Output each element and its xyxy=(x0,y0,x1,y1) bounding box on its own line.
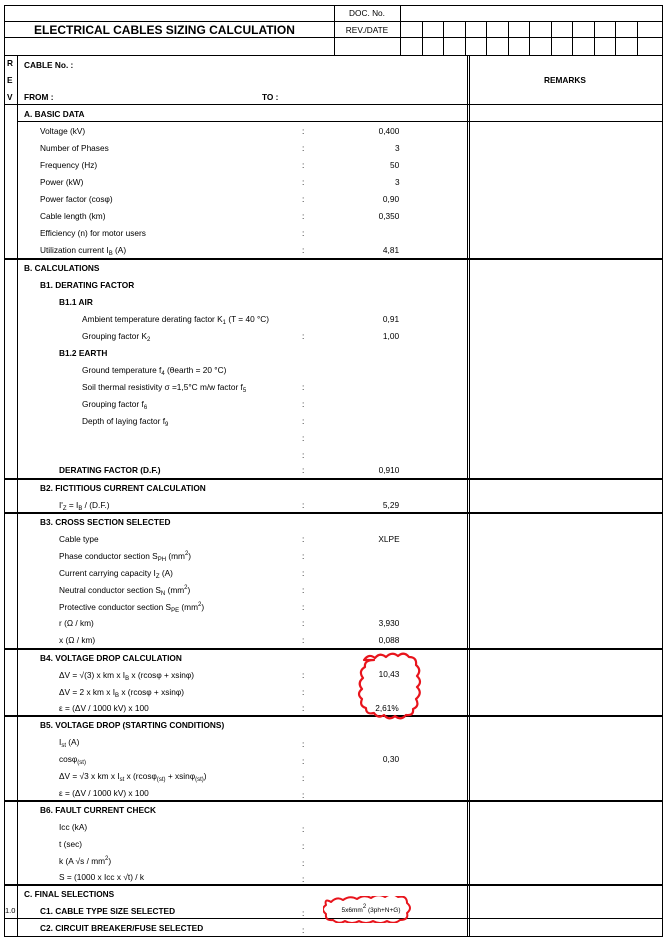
colon: : xyxy=(302,739,305,749)
section-c-heading: C. FINAL SELECTIONS xyxy=(24,889,115,899)
cable-type-label: Cable type xyxy=(59,534,99,544)
section-b6-heading: B6. FAULT CURRENT CHECK xyxy=(40,805,157,815)
k1-value: 0,91 xyxy=(382,314,400,324)
f4-label: Ground temperature $f_4$ (θearth = 20 °C) xyxy=(82,365,227,377)
derating-factor-label: DERATING FACTOR (D.F.) xyxy=(59,465,161,475)
colon: : xyxy=(302,177,305,187)
section-c2-heading: C2. CIRCUIT BREAKER/FUSE SELECTED xyxy=(40,923,204,933)
sheet-title: ELECTRICAL CABLES SIZING CALCULATION xyxy=(34,23,295,37)
utilization-current-label: Utilization current $I_B$ (A) xyxy=(40,245,127,257)
section-b2-heading: B2. FICTITIOUS CURRENT CALCULATION xyxy=(40,483,206,493)
colon: : xyxy=(302,160,305,170)
fictitious-current-value: 5,29 xyxy=(382,500,400,510)
section-b3-heading: B3. CROSS SECTION SELECTED xyxy=(40,517,171,527)
resistance-value: 3,930 xyxy=(378,618,400,628)
utilization-current-value: 4,81 xyxy=(382,245,400,255)
resistance-label: r (Ω / km) xyxy=(59,618,94,628)
section-formula-label: S = (1000 x Icc x √t) / k xyxy=(59,872,145,882)
starting-current-label: $I_{st}$ (A) xyxy=(59,737,80,749)
fictitious-current-label: $I'_Z = I_B / (D.F.)$ xyxy=(59,500,110,512)
section-b12-heading: B1.2 EARTH xyxy=(59,348,108,358)
colon: : xyxy=(302,450,305,460)
power-value: 3 xyxy=(395,177,400,187)
rev-c1: 1.0 xyxy=(5,906,16,915)
reactance-value: 0,088 xyxy=(378,635,400,645)
section-c1-heading: C1. CABLE TYPE SIZE SELECTED xyxy=(40,906,176,916)
voltage-label: Voltage (kV) xyxy=(40,126,86,136)
colon: : xyxy=(302,433,305,443)
section-a-heading: A. BASIC DATA xyxy=(24,109,85,119)
cable-no-label: CABLE No. : xyxy=(24,60,74,70)
colon: : xyxy=(302,534,305,544)
remarks-label: REMARKS xyxy=(544,75,586,85)
section-b5-heading: B5. VOLTAGE DROP (STARTING CONDITIONS) xyxy=(40,720,225,730)
colon: : xyxy=(302,194,305,204)
colon: : xyxy=(302,228,305,238)
colon: : xyxy=(302,874,305,884)
section-b11-heading: B1.1 AIR xyxy=(59,297,93,307)
k2-value: 1,00 xyxy=(382,331,400,341)
icc-label: Icc (kA) xyxy=(59,822,88,832)
colon: : xyxy=(302,756,305,766)
rev-letter-r: R xyxy=(7,58,13,68)
protective-section-label: Protective conductor section $S_{PE}$ $(mm^2)$ xyxy=(59,602,205,614)
colon: : xyxy=(302,585,305,595)
rev-date-label: REV./DATE xyxy=(345,25,389,35)
reactance-label: x (Ω / km) xyxy=(59,635,96,645)
f6-label: Grouping factor $f_6$ xyxy=(82,399,148,411)
colon: : xyxy=(302,858,305,868)
frequency-label: Frequency (Hz) xyxy=(40,160,98,170)
colon: : xyxy=(302,382,305,392)
section-b1-heading: B1. DERATING FACTOR xyxy=(40,280,135,290)
colon: : xyxy=(302,568,305,578)
phases-value: 3 xyxy=(395,143,400,153)
power-factor-value: 0,90 xyxy=(382,194,400,204)
power-factor-label: Power factor (cosφ) xyxy=(40,194,113,204)
phases-label: Number of Phases xyxy=(40,143,109,153)
revision-cloud-cable-size xyxy=(323,896,419,923)
colon: : xyxy=(302,211,305,221)
colon: : xyxy=(302,399,305,409)
colon: : xyxy=(302,618,305,628)
colon: : xyxy=(302,670,305,680)
dv-starting-label: ΔV = √3 x km x $I_{st}$ x (rcosφ$_{(st)}$ + xsinφ$_{(st)}$) xyxy=(59,771,207,783)
colon: : xyxy=(302,126,305,136)
to-label: TO : xyxy=(262,92,279,102)
colon: : xyxy=(302,790,305,800)
doc-no-label: DOC. No. xyxy=(349,8,385,18)
colon: : xyxy=(302,602,305,612)
efficiency-label: Efficiency (n) for motor users xyxy=(40,228,146,238)
colon: : xyxy=(302,635,305,645)
cable-size-selected-value: $5x6mm^2$ (3ph+N+G) xyxy=(341,904,401,914)
epsilon-value: 2,61% xyxy=(375,703,399,713)
colon: : xyxy=(302,416,305,426)
colon: : xyxy=(302,703,305,713)
f5-label: Soil thermal resistivity σ =1,5°C m/w factor $f_5$ xyxy=(82,382,247,394)
dv-three-phase-value: 10,43 xyxy=(378,669,400,679)
derating-factor-value: 0,910 xyxy=(378,465,400,475)
k2-label: Grouping factor $K_2$ xyxy=(82,331,151,343)
carrying-capacity-label: Current carrying capacity $I_Z$ (A) xyxy=(59,568,173,580)
from-label: FROM : xyxy=(24,92,54,102)
revision-cloud-voltage-drop xyxy=(354,652,426,722)
epsilon-starting-label: ε = (ΔV / 1000 kV) x 100 xyxy=(59,788,149,798)
frequency-value: 50 xyxy=(390,160,400,170)
colon: : xyxy=(302,773,305,783)
colon: : xyxy=(302,841,305,851)
cable-length-label: Cable length (km) xyxy=(40,211,106,221)
dv-single-phase-label: ΔV = 2 x km x $I_B$ x (rcosφ + xsinφ) xyxy=(59,687,184,699)
colon: : xyxy=(302,331,305,341)
rev-letter-v: V xyxy=(7,92,13,102)
colon: : xyxy=(302,824,305,834)
colon: : xyxy=(302,500,305,510)
k1-label: Ambient temperature derating factor $K_1$ (T = 40 °C) xyxy=(82,314,270,326)
f9-label: Depth of laying factor $f_9$ xyxy=(82,416,169,428)
colon: : xyxy=(302,143,305,153)
rev-letter-e: E xyxy=(7,75,13,85)
cable-length-value: 0,350 xyxy=(378,211,400,221)
neutral-section-label: Neutral conductor section $S_N$ $(mm^2)$ xyxy=(59,585,191,597)
starting-pf-label: cosφ$_{(st)}$ xyxy=(59,754,86,766)
cable-type-value: XLPE xyxy=(378,534,400,544)
colon: : xyxy=(302,925,305,935)
starting-pf-value: 0,30 xyxy=(382,754,400,764)
voltage-value: 0,400 xyxy=(378,126,400,136)
section-b4-heading: B4. VOLTAGE DROP CALCULATION xyxy=(40,653,182,663)
k-constant-label: k (A $√s / mm^2$) xyxy=(59,856,112,866)
power-label: Power (kW) xyxy=(40,177,84,187)
colon: : xyxy=(302,551,305,561)
section-b-heading: B. CALCULATIONS xyxy=(24,263,100,273)
epsilon-label: ε = (ΔV / 1000 kV) x 100 xyxy=(59,703,149,713)
time-label: t (sec) xyxy=(59,839,83,849)
colon: : xyxy=(302,245,305,255)
colon: : xyxy=(302,687,305,697)
colon: : xyxy=(302,908,305,918)
phase-section-label: Phase conductor section $S_{PH}$ $(mm^2)$ xyxy=(59,551,192,563)
colon: : xyxy=(302,465,305,475)
dv-three-phase-label: ΔV = √(3) x km x $I_B$ x (rcosφ + xsinφ) xyxy=(59,670,195,682)
